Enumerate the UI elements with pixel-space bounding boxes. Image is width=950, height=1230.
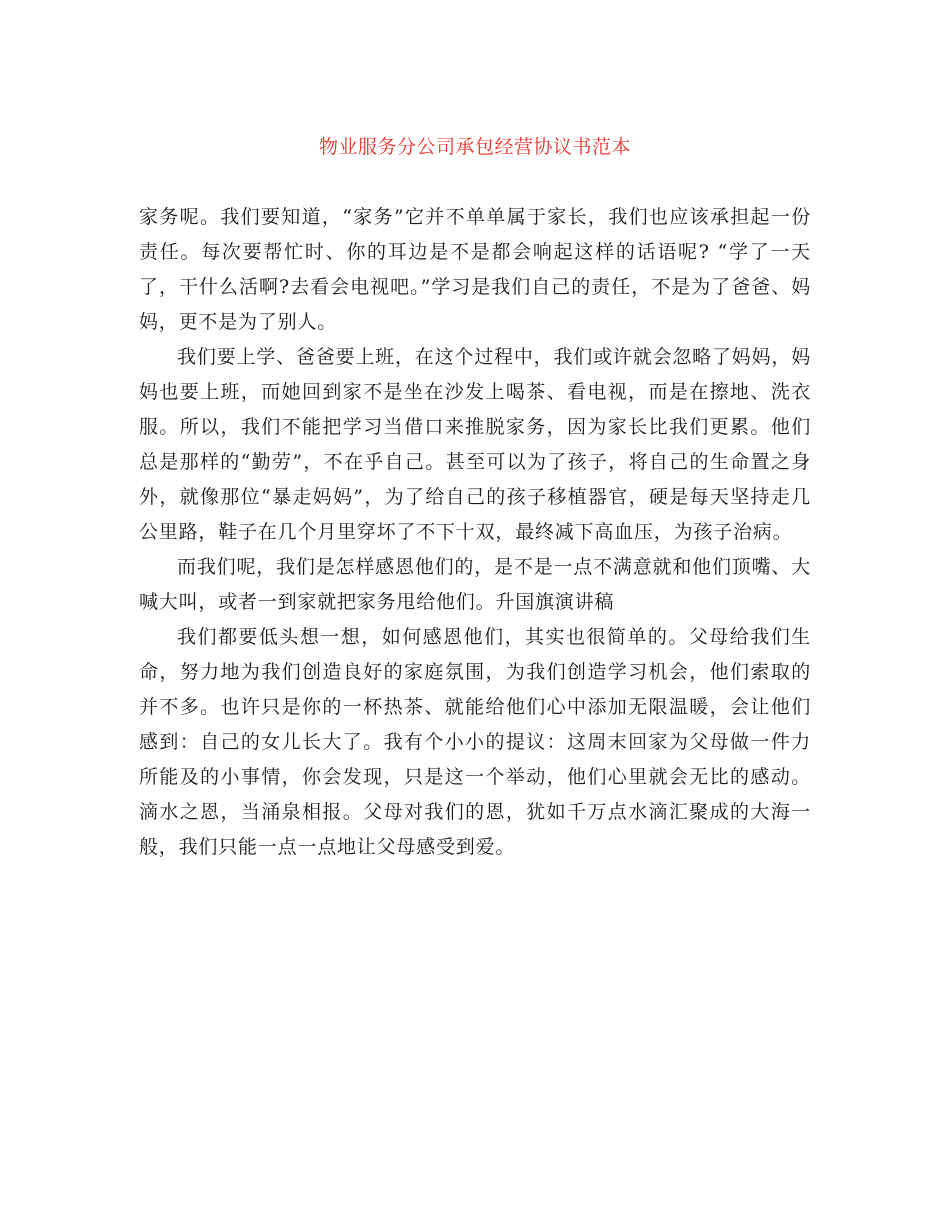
paragraph-3: 而我们呢，我们是怎样感恩他们的，是不是一点不满意就和他们顶嘴、大喊大叫，或者一到家就把家务甩给他们。升国旗演讲稿 — [139, 556, 811, 613]
paragraph-4: 我们都要低头想一想，如何感恩他们，其实也很简单的。父母给我们生命，努力地为我们创造良好的家庭氛围，为我们创造学习机会，他们索取的并不多。也许只是你的一杯热茶、就能给他们心中添加无限温暖，会让他们感到：自己的女儿长大了。我有个小小的提议：这周末回家为父母做一件力所能及的小事情，你会发现，只是这一个举动，他们心里就会无比的感动。滴水之恩，当涌泉相报。父母对我们的恩，犹如千万点水滴汇聚成的大海一般，我们只能一点一点地让父母感受到爱。 — [139, 626, 811, 858]
paragraph-1: 家务呢。我们要知道，“家务”它并不单单属于家长，我们也应该承担起一份责任。每次要帮忙时、你的耳边是不是都会响起这样的话语呢? “学了一天了，干什么活啊?去看会电视吧。”学习是我们自己的责任，不是为了爸爸、妈妈，更不是为了别人。 — [139, 206, 811, 333]
document-body — [139, 200, 811, 865]
document-title: 物业服务分公司承包经营协议书范本 — [318, 136, 631, 158]
paragraph-2: 我们要上学、爸爸要上班，在这个过程中，我们或许就会忽略了妈妈，妈妈也要上班，而她回到家不是坐在沙发上喝茶、看电视，而是在擦地、洗衣服。所以，我们不能把学习当借口来推脱家务，因为家长比我们更累。他们总是那样的“勤劳”，不在乎自己。甚至可以为了孩子，将自己的生命置之身外，就像那位“暴走妈妈”，为了给自己的孩子移植器官，硬是每天坚持走几公里路，鞋子在几个月里穿坏了不下十双，最终减下高血压，为孩子治病。 — [139, 346, 811, 543]
